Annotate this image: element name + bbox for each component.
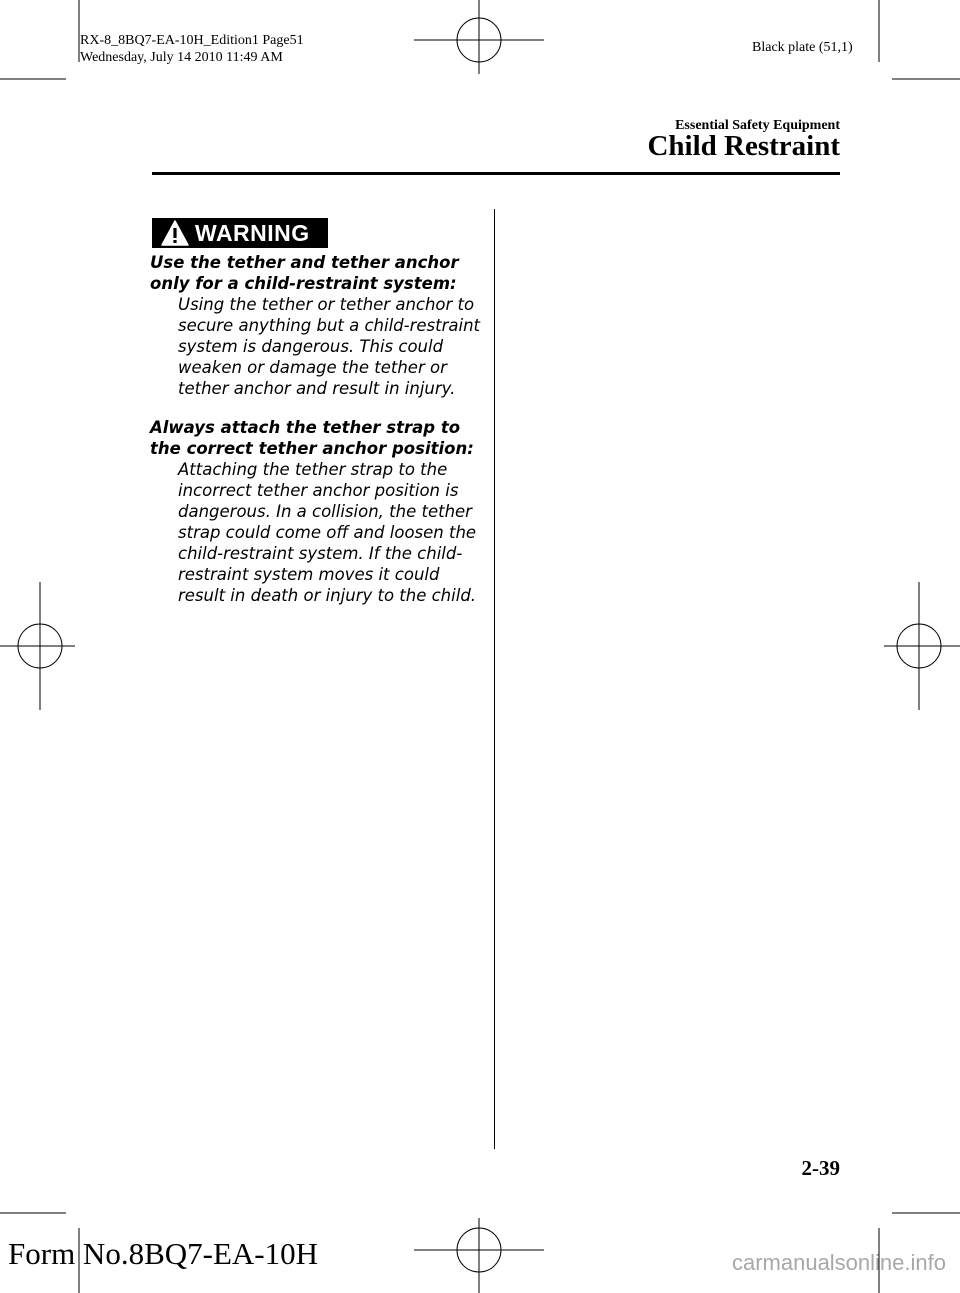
warning-item-heading: Use the tether and tether anchor only for a child-restraint system: [150, 253, 459, 293]
form-number: Form No.8BQ7-EA-10H [8, 1236, 318, 1271]
header-rule [152, 172, 840, 175]
watermark: carmanualsonline.info [731, 1250, 946, 1275]
plate-label: Black plate (51,1) [752, 40, 853, 55]
warning-badge [152, 218, 328, 248]
page-title: Child Restraint [647, 130, 840, 162]
print-meta-date: Wednesday, July 14 2010 11:49 AM [80, 50, 283, 65]
column-divider [494, 209, 495, 1149]
print-meta-file: RX-8_8BQ7-EA-10H_Edition1 Page51 [80, 33, 304, 48]
section-label: Essential Safety Equipment [675, 118, 840, 133]
page-number: 2-39 [801, 1156, 840, 1180]
print-metadata [80, 32, 304, 66]
warning-label: WARNING [195, 219, 310, 246]
warning-triangle-icon [161, 220, 189, 246]
warning-item-heading: Always attach the tether strap to the correct tether anchor position: [150, 418, 474, 458]
warning-item [150, 417, 480, 606]
warning-item-body: Attaching the tether strap to the incorrect tether anchor position is dangerous. In a collision, the tether strap could come off and loosen the child-restraint system. If the child-restraint system moves it could result in death or injury to the child. [178, 460, 477, 605]
warning-item-body: Using the tether or tether anchor to secure anything but a child-restraint system is dangerous. This could weaken or damage the tether or tether anchor and result in injury. [178, 295, 481, 398]
warning-content [150, 252, 480, 624]
warning-item [150, 252, 480, 399]
